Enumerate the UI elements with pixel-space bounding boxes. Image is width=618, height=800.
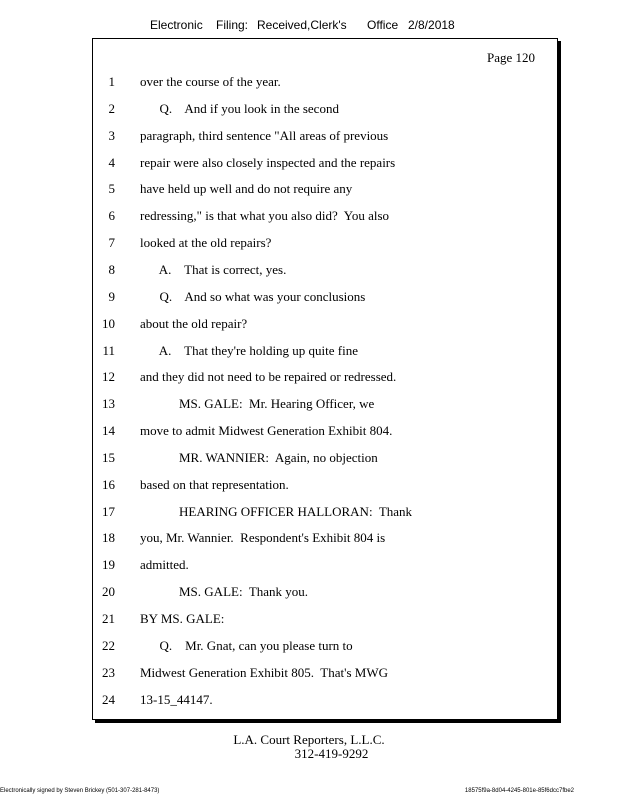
transcript-line: [93, 343, 557, 363]
transcript-line: [93, 584, 557, 604]
line-number: 5: [108, 181, 115, 197]
line-number: 9: [108, 288, 115, 304]
line-number: 17: [102, 503, 115, 519]
line-text: have held up well and do not require any: [140, 181, 353, 197]
transcript-line: [93, 611, 557, 631]
line-text: A. That is correct, yes.: [140, 261, 287, 277]
transcript-line: [93, 450, 557, 470]
filing-header-word-office: Office: [367, 18, 399, 32]
transcript-line: [93, 262, 557, 282]
line-text: based on that representation.: [140, 476, 289, 492]
filing-header-date: 2/8/2018: [408, 18, 455, 32]
transcript-line: [93, 289, 557, 309]
reporter-footer: [0, 733, 618, 761]
transcript-line: [93, 396, 557, 416]
transcript-line: [93, 101, 557, 121]
transcript-line: [93, 369, 557, 389]
filing-header-word-filing: Filing:: [216, 18, 249, 32]
line-text: MS. GALE: Thank you.: [140, 584, 309, 600]
line-number: 4: [108, 154, 115, 170]
line-number: 14: [102, 423, 115, 439]
line-text: BY MS. GALE:: [140, 611, 225, 626]
transcript-line: [93, 155, 557, 175]
transcript-line: [93, 477, 557, 497]
line-number: 1: [108, 74, 115, 89]
line-number: 12: [102, 369, 115, 385]
line-number: 16: [102, 476, 115, 492]
line-text: Midwest Generation Exhibit 805. That's MWG: [140, 664, 388, 680]
transcript-line: [93, 692, 557, 712]
page-number: Page 120: [486, 50, 535, 65]
line-text: you, Mr. Wannier. Respondent's Exhibit 804 is: [140, 530, 386, 546]
transcript-line: [93, 181, 557, 201]
line-text: redressing," is that what you also did? You also: [140, 208, 390, 224]
line-number: 7: [108, 235, 115, 251]
transcript-line: [93, 208, 557, 228]
line-number: 13: [102, 396, 115, 412]
line-number: 19: [102, 557, 115, 573]
reporter-phone: 312-419-9292: [294, 746, 369, 761]
line-number: 20: [102, 584, 115, 600]
transcript-line: [93, 665, 557, 685]
transcript-line: [93, 235, 557, 255]
line-text: paragraph, third sentence "All areas of previous: [140, 127, 389, 143]
line-text: MR. WANNIER: Again, no objection: [140, 449, 378, 465]
line-text: A. That they're holding up quite fine: [140, 342, 359, 358]
line-number: 2: [108, 100, 115, 116]
document-id: 18575f9a-8d04-4245-801e-85f6dcc7fbe2: [464, 788, 574, 794]
transcript-line: [93, 423, 557, 443]
line-number: 21: [102, 611, 115, 626]
line-text: move to admit Midwest Generation Exhibit 804.: [140, 423, 393, 439]
transcript-line: [93, 530, 557, 550]
filing-header-word-received: Received,Clerk's: [257, 18, 347, 32]
line-number: 18: [102, 530, 115, 546]
line-number: 23: [102, 664, 115, 680]
line-text: looked at the old repairs?: [140, 235, 272, 251]
line-number: 8: [108, 261, 115, 277]
transcript-page: [92, 38, 558, 720]
line-text: repair were also closely inspected and the repairs: [140, 154, 396, 170]
line-number: 22: [102, 637, 115, 653]
line-text: admitted.: [140, 557, 189, 573]
line-number: 15: [102, 449, 115, 465]
transcript-line: [93, 128, 557, 148]
line-text: Q. And so what was your conclusions: [140, 288, 366, 304]
transcript-line: [93, 74, 557, 94]
line-number: 6: [108, 208, 115, 224]
line-text: MS. GALE: Mr. Hearing Officer, we: [140, 396, 375, 412]
electronic-signature: Electronically signed by Steven Brickey (501-307-281-8473): [0, 788, 160, 794]
line-text: Q. And if you look in the second: [140, 100, 339, 116]
line-text: 13-15_44147.: [140, 691, 213, 707]
reporter-company: L.A. Court Reporters, L.L.C.: [233, 732, 385, 747]
line-number: 11: [102, 342, 115, 358]
filing-header: [0, 18, 618, 38]
line-text: and they did not need to be repaired or redressed.: [140, 369, 397, 385]
transcript-line: [93, 638, 557, 658]
line-number: 10: [102, 315, 115, 331]
filing-header-word-electronic: Electronic: [150, 18, 203, 32]
line-text: about the old repair?: [140, 315, 248, 331]
transcript-line: [93, 557, 557, 577]
transcript-line: [93, 504, 557, 524]
transcript-line: [93, 316, 557, 336]
line-number: 24: [102, 691, 115, 707]
line-text: over the course of the year.: [140, 74, 281, 89]
line-text: HEARING OFFICER HALLORAN: Thank: [140, 503, 413, 519]
line-number: 3: [108, 127, 115, 143]
line-text: Q. Mr. Gnat, can you please turn to: [140, 637, 353, 653]
